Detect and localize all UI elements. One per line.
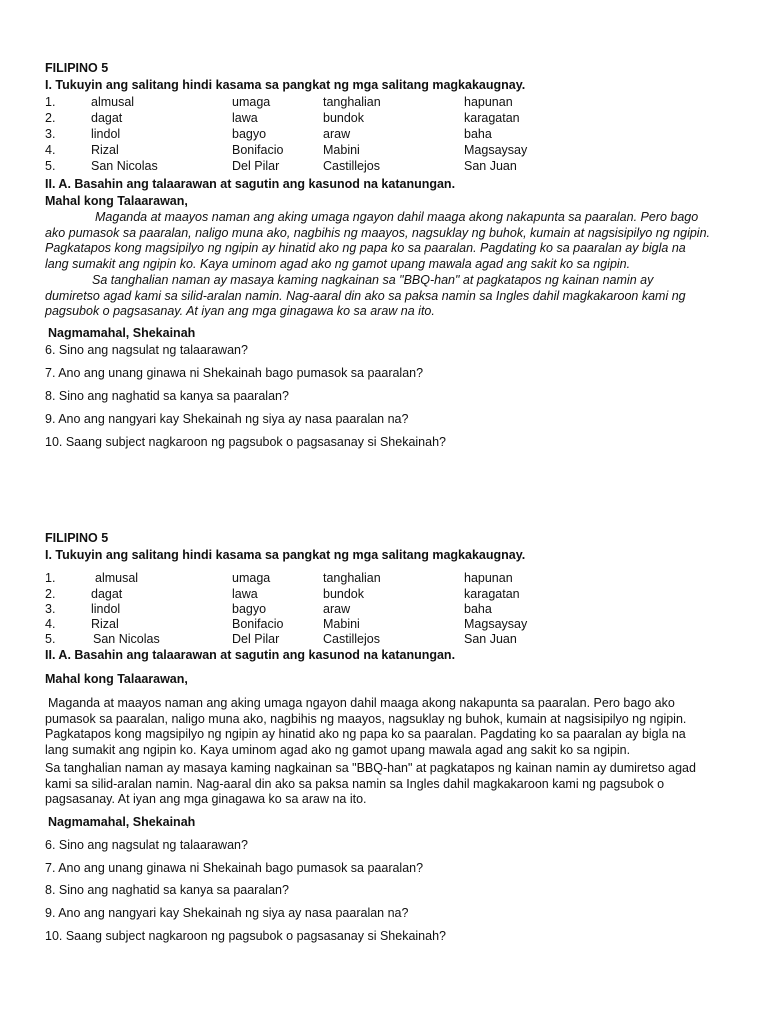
- question-7: 7. Ano ang unang ginawa ni Shekainah bago pumasok sa paaralan?: [45, 366, 424, 380]
- word-option: tanghalian: [323, 95, 381, 109]
- word-option: bundok: [323, 111, 365, 125]
- word-option: Magsaysay: [464, 617, 528, 631]
- diary-salutation: Mahal kong Talaarawan,: [45, 672, 188, 686]
- word-option: lawa: [232, 587, 258, 601]
- item-number: 2.: [45, 587, 56, 601]
- question-10: 10. Saang subject nagkaroon ng pagsubok o pagsasanay si Shekainah?: [45, 435, 446, 449]
- word-group-row: [45, 586, 745, 602]
- item-number: 2.: [45, 111, 56, 125]
- worksheet-title: FILIPINO 5: [45, 531, 109, 545]
- word-option: Mabini: [323, 617, 360, 631]
- word-option: almusal: [91, 95, 135, 109]
- diary-salutation: Mahal kong Talaarawan,: [45, 194, 188, 208]
- word-option: almusal: [95, 571, 139, 585]
- question-10: 10. Saang subject nagkaroon ng pagsubok o pagsasanay si Shekainah?: [45, 929, 446, 943]
- word-option: Magsaysay: [464, 143, 528, 157]
- word-group-row: [45, 94, 745, 110]
- word-option: umaga: [232, 95, 271, 109]
- word-option: hapunan: [464, 571, 513, 585]
- question-6: 6. Sino ang nagsulat ng talaarawan?: [45, 838, 248, 852]
- part1-heading: I. Tukuyin ang salitang hindi kasama sa pangkat ng mga salitang magkakaugnay.: [45, 548, 526, 562]
- part2-heading: II. A. Basahin ang talaarawan at sagutin ang kasunod na katanungan.: [45, 648, 456, 662]
- word-option: bagyo: [232, 127, 267, 141]
- word-group-row: [45, 126, 745, 142]
- word-option: umaga: [232, 571, 271, 585]
- word-option: araw: [323, 127, 351, 141]
- word-option: bundok: [323, 587, 365, 601]
- word-option: San Juan: [464, 632, 517, 646]
- word-group-row: [45, 158, 745, 174]
- item-number: 3.: [45, 127, 56, 141]
- item-number: 5.: [45, 159, 56, 173]
- question-6: 6. Sino ang nagsulat ng talaarawan?: [45, 343, 248, 357]
- word-option: San Juan: [464, 159, 517, 173]
- diary-paragraph-1: Maganda at maayos naman ang aking umaga ngayon dahil maaga akong nakapunta sa paaralan. Pero bago ako pumasok sa paaralan, naligo muna ako, nagbihis ng maayos, nagsuklay ng buhok, kumain at nagsisipilyo ng ngipin. Pagkatapos kong magsipilyo ng ngipin ay hinatid ako ng papa ko sa paaralan. Pagdating ko sa paaralan ay bigla na lang sumakit ang ngipin ko. Kaya uminom agad ako ng gamot upang mawala agad ang sakit ko sa ngipin.: [45, 696, 687, 757]
- word-option: Bonifacio: [232, 617, 284, 631]
- word-option: Bonifacio: [232, 143, 284, 157]
- word-option: Del Pilar: [232, 632, 280, 646]
- diary-closing: Nagmamahal, Shekainah: [48, 326, 196, 340]
- diary-paragraph-2: Sa tanghalian naman ay masaya kaming nagkainan sa "BBQ-han" at pagkatapos ng kainan namin ay dumiretso agad kami sa silid-aralan namin. Nag-aaral din ako sa paksa namin sa Ingles dahil magkakaroon kami ng pagsubok o pagsasanay. At iyan ang mga ginagawa ko sa araw na ito.: [45, 761, 696, 807]
- word-option: Castillejos: [323, 632, 380, 646]
- word-group-row: [45, 616, 745, 632]
- question-8: 8. Sino ang naghatid sa kanya sa paaralan?: [45, 883, 289, 897]
- question-8: 8. Sino ang naghatid sa kanya sa paaralan?: [45, 389, 289, 403]
- item-number: 4.: [45, 143, 56, 157]
- word-group-row: [45, 110, 745, 126]
- word-option: baha: [464, 602, 492, 616]
- diary-closing: Nagmamahal, Shekainah: [48, 815, 196, 829]
- question-9: 9. Ano ang nangyari kay Shekainah ng siya ay nasa paaralan na?: [45, 906, 409, 920]
- word-option: Rizal: [91, 143, 119, 157]
- diary-paragraph-1: Maganda at maayos naman ang aking umaga ngayon dahil maaga akong nakapunta sa paaralan. Pero bago ako pumasok sa paaralan, naligo muna ako, nagbihis ng maayos, nagsuklay ng buhok, kumain at nagsisipilyo ng ngipin. Pagkatapos kong magsipilyo ng ngipin ay hinatid ako ng papa ko sa paaralan. Pagdating ko sa paaralan ay bigla na lang sumakit ang ngipin ko. Kaya uminom agad ako ng gamot upang mawala agad ang sakit ko sa ngipin.: [45, 210, 711, 271]
- word-option: lawa: [232, 111, 258, 125]
- word-option: Mabini: [323, 143, 360, 157]
- question-7: 7. Ano ang unang ginawa ni Shekainah bago pumasok sa paaralan?: [45, 861, 424, 875]
- word-option: Del Pilar: [232, 159, 280, 173]
- item-number: 1.: [45, 571, 56, 585]
- word-option: hapunan: [464, 95, 513, 109]
- diary-paragraph-2: Sa tanghalian naman ay masaya kaming nagkainan sa "BBQ-han" at pagkatapos ng kainan namin ay dumiretso agad kami sa silid-aralan namin. Nag-aaral din ako sa paksa namin sa Ingles dahil magkakaroon kami ng pagsubok o pagsasanay. At iyan ang mga ginagawa ko sa araw na ito.: [45, 273, 686, 319]
- word-option: Castillejos: [323, 159, 380, 173]
- part2-heading: II. A. Basahin ang talaarawan at sagutin ang kasunod na katanungan.: [45, 177, 456, 191]
- word-option: lindol: [91, 127, 121, 141]
- word-option: araw: [323, 602, 351, 616]
- word-option: tanghalian: [323, 571, 381, 585]
- word-option: karagatan: [464, 587, 520, 601]
- word-option: San Nicolas: [93, 632, 160, 646]
- word-group-row: [45, 570, 745, 586]
- word-option: baha: [464, 127, 492, 141]
- item-number: 3.: [45, 602, 56, 616]
- word-group-row: [45, 631, 745, 647]
- word-option: dagat: [91, 111, 123, 125]
- word-option: bagyo: [232, 602, 267, 616]
- word-group-row: [45, 601, 745, 617]
- item-number: 4.: [45, 617, 56, 631]
- item-number: 5.: [45, 632, 56, 646]
- question-9: 9. Ano ang nangyari kay Shekainah ng siya ay nasa paaralan na?: [45, 412, 409, 426]
- word-option: Rizal: [91, 617, 119, 631]
- worksheet-title: FILIPINO 5: [45, 61, 109, 75]
- word-group-row: [45, 142, 745, 158]
- word-option: dagat: [91, 587, 123, 601]
- item-number: 1.: [45, 95, 56, 109]
- word-option: karagatan: [464, 111, 520, 125]
- word-option: San Nicolas: [91, 159, 158, 173]
- word-option: lindol: [91, 602, 121, 616]
- part1-heading: I. Tukuyin ang salitang hindi kasama sa pangkat ng mga salitang magkakaugnay.: [45, 78, 526, 92]
